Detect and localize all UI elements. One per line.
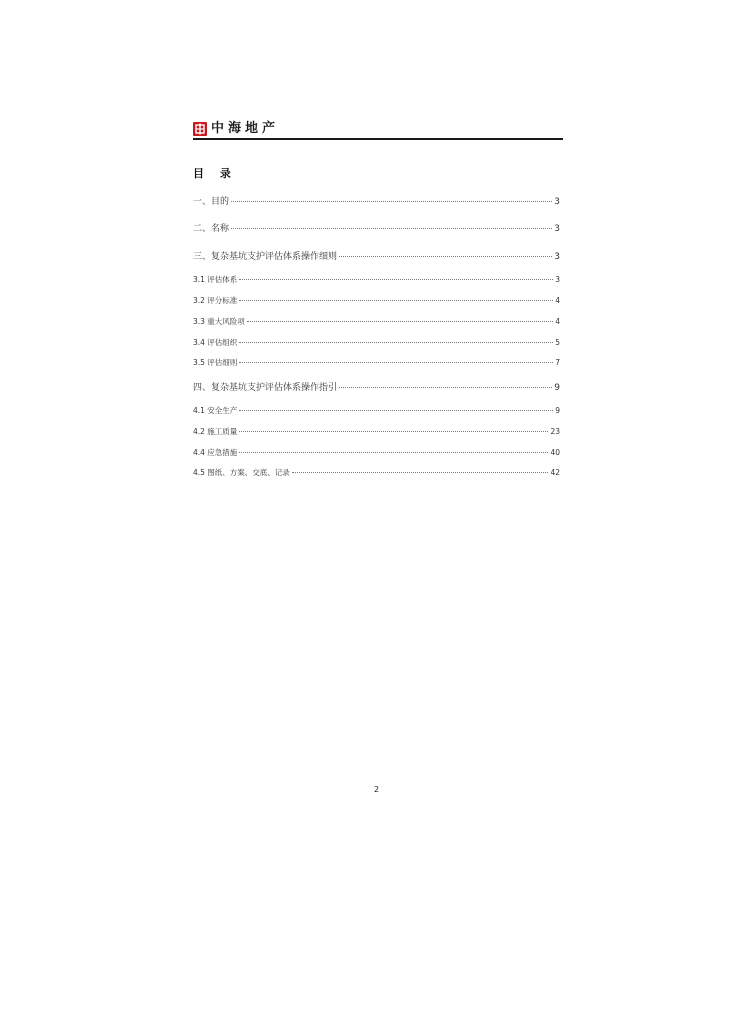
company-logo-icon	[193, 122, 207, 136]
dot-leader	[339, 387, 552, 388]
dot-leader	[292, 472, 549, 473]
dot-leader	[239, 279, 553, 280]
toc-entry-label: 三、复杂基坑支护评估体系操作细则	[193, 252, 338, 262]
toc-entry[interactable]	[193, 467, 560, 478]
toc-entry-page: 40	[550, 448, 560, 457]
toc-entry-page: 4	[555, 317, 560, 326]
toc-entry-page: 7	[555, 358, 560, 367]
dot-leader	[239, 431, 548, 432]
page-header	[193, 121, 563, 139]
dot-leader	[247, 321, 553, 322]
toc-entry-page: 3	[554, 252, 560, 262]
toc-entry[interactable]	[193, 249, 560, 262]
toc-entry-page: 5	[555, 338, 560, 347]
toc-entry-label: 4.5 图纸、方案、交底、记录	[193, 468, 290, 477]
toc-entry-label: 3.5 评估细则	[193, 358, 238, 367]
toc-entry[interactable]	[193, 337, 560, 348]
toc-entry-label: 3.1 评估体系	[193, 275, 238, 284]
toc-entry[interactable]	[193, 405, 560, 416]
toc-entry-label: 一、目的	[193, 197, 230, 207]
toc-entry[interactable]	[193, 221, 560, 234]
toc-entry-page: 3	[554, 224, 560, 234]
toc-entry-label: 3.4 评估组织	[193, 338, 238, 347]
toc-entry-page: 9	[554, 383, 560, 393]
toc-entry-label: 3.2 评分标准	[193, 296, 238, 305]
toc-entry-page: 23	[550, 427, 560, 436]
dot-leader	[339, 256, 552, 257]
toc-entry-label: 4.4 应急措施	[193, 448, 238, 457]
toc-entry[interactable]	[193, 295, 560, 306]
dot-leader	[239, 342, 553, 343]
toc-entry-page: 4	[555, 296, 560, 305]
dot-leader	[239, 300, 553, 301]
toc-title: 目 录	[193, 167, 237, 180]
company-name: 中海地产	[211, 121, 280, 136]
toc-entry[interactable]	[193, 447, 560, 458]
toc-entry-label: 二、名称	[193, 224, 230, 234]
toc-entry-page: 3	[554, 197, 560, 207]
page-number: 2	[374, 785, 380, 794]
toc-entry[interactable]	[193, 194, 560, 207]
toc-entry-page: 42	[550, 468, 560, 477]
dot-leader	[231, 201, 552, 202]
dot-leader	[239, 362, 553, 363]
toc-entry-label: 四、复杂基坑支护评估体系操作指引	[193, 383, 338, 393]
toc-entry-page: 3	[555, 275, 560, 284]
toc-entry[interactable]	[193, 274, 560, 285]
toc-entry-label: 4.1 安全生产	[193, 406, 238, 415]
toc-entry[interactable]	[193, 426, 560, 437]
dot-leader	[239, 410, 553, 411]
toc-entry[interactable]	[193, 380, 560, 393]
toc-entry[interactable]	[193, 357, 560, 368]
header-divider	[193, 138, 563, 140]
dot-leader	[231, 228, 552, 229]
dot-leader	[239, 452, 548, 453]
toc-entry[interactable]	[193, 316, 560, 327]
toc-entry-label: 4.2 施工质量	[193, 427, 238, 436]
toc-entry-page: 9	[555, 406, 560, 415]
toc-entry-label: 3.3 重大风险项	[193, 317, 245, 326]
